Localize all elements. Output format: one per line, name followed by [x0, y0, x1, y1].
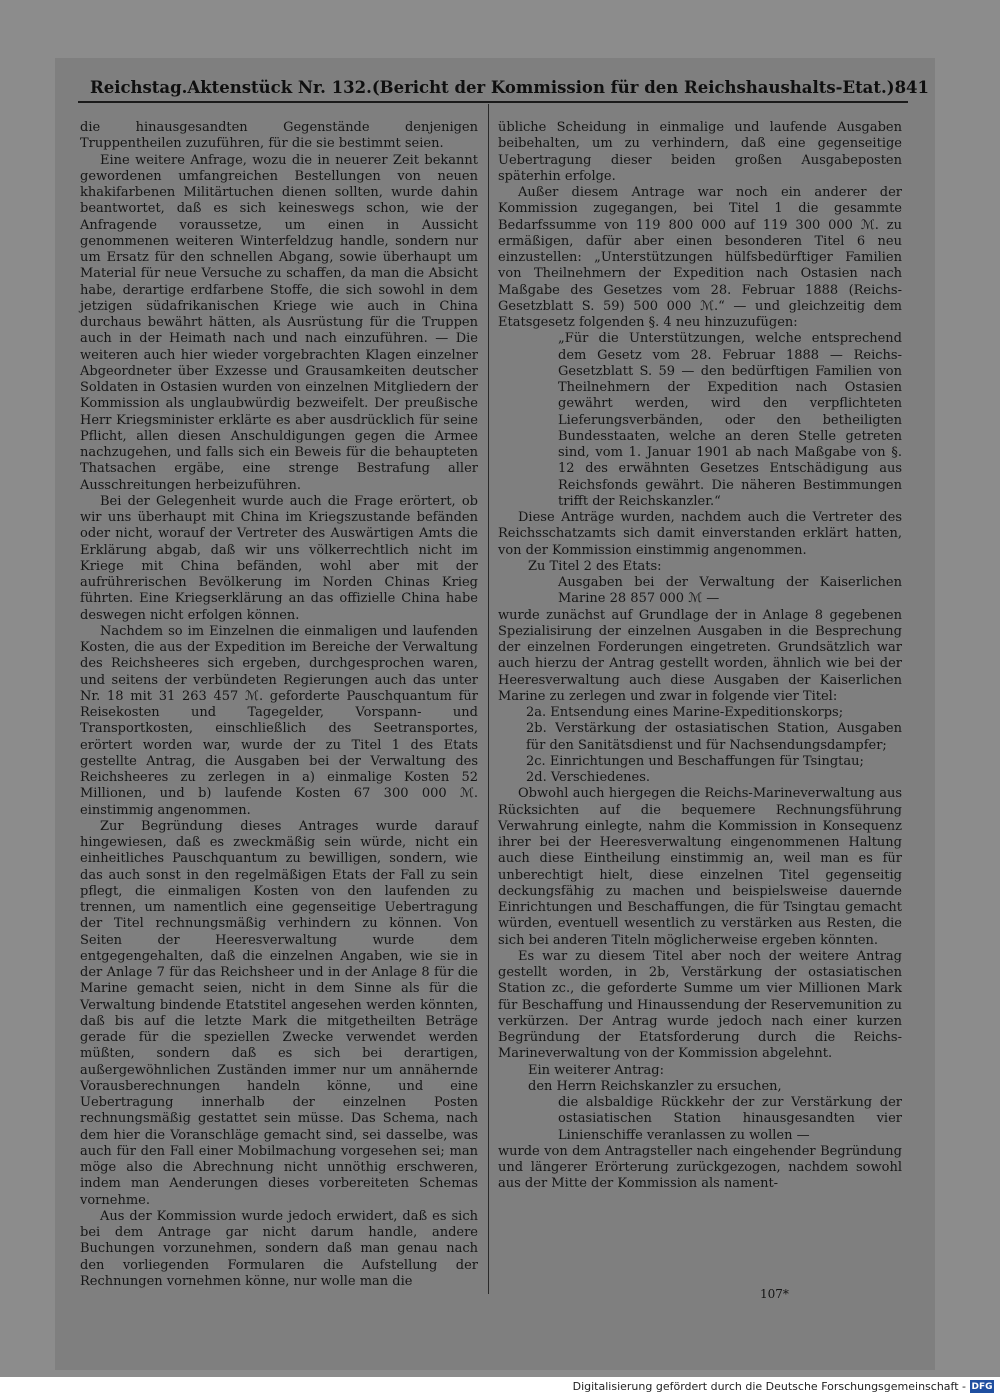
paragraph: Obwohl auch hiergegen die Reichs-Marineverwaltung aus Rücksichten auf die bequemere Rechnungsführung Verwahrung einlegte, nahm die Kommission in Konsequenz ihrer bei der Heeresverwaltung eingenommenen Haltung auch diese Eintheilung einstimmig an, weil man es für unberechtigt hielt, diese einzelnen Titel gegenseitig deckungsfähig zu machen und beispielsweise dauernde Einrichtungen und Beschaffungen, die für Tsingtau gemacht würden, eventuell wesentlich zu verstärken aus Resten, die sich bei anderen Titeln möglicherweise ergeben könnten. [498, 786, 902, 948]
paragraph: 2c. Einrichtungen und Beschaffungen für Tsingtau; [526, 753, 864, 769]
paragraph: Zu Titel 2 des Etats: [528, 558, 662, 574]
right-column [498, 120, 902, 1193]
paragraph: Außer diesem Antrage war noch ein anderer der Kommission zugegangen, bei Titel 1 die gesammte Bedarfssumme von 119 800 000 auf 119 300 000 ℳ. zu ermäßigen, dafür aber einen besonderen Titel 6 neu einzustellen: „Unterstützungen hülfsbedürftiger Familien von Theilnehmern der Expedition nach Ostasien nach Maßgabe des Gesetzes vom 28. Februar 1888 (Reichs-Gesetzblatt S. 59) 500 000 ℳ.“ — und gleichzeitig dem Etatsgesetz folgenden §. 4 neu hinzuzufügen: [498, 185, 902, 330]
footer-text: Digitalisierung gefördert durch die Deutsche Forschungsgemeinschaft - [572, 1380, 966, 1393]
page-header [90, 74, 930, 100]
paragraph: 2d. Verschiedenes. [526, 770, 651, 785]
left-column [80, 120, 478, 1290]
paragraph: Eine weitere Anfrage, wozu die in neuerer Zeit bekannt gewordenen umfangreichen Bestellungen von neuen khakifarbenen Militärtuchen dienen sollten, wurde dahin beantwortet, daß es sich keineswegs schon, wie der Anfragende voraussetze, um einen in Aussicht genommenen weiteren Winterfeldzug handle, sondern nur um Ersatz für den schnellen Abgang, sowie überhaupt um Material für neue Versuche zu schaffen, da man die Absicht habe, derartige erdfarbene Stoffe, die sich sowohl in dem jetzigen südafrikanischen Kriege wie auch in China durchaus bewährt hätten, als Ausrüstung für die Truppen auch in der Heimath nach und nach einzuführen. — Die weiteren auch hier wieder vorgebrachten Klagen einzelner Abgeordneter über Exzesse und Grausamkeiten deutscher Soldaten in Ostasien wurden von einzelnen Mitgliedern der Kommission als unglaubwürdig bezweifelt. Der preußische Herr Kriegsminister erklärte es aber ausdrücklich für seine Pflicht, allen diesen Anschuldigungen gegen die Armee nachzugehen, und falls sich ein Beweis für die behaupteten Thatsachen ergäbe, eine strenge Bestrafung aller Ausschreitungen herbeizuführen. [80, 152, 478, 493]
paragraph: Es war zu diesem Titel aber noch der weitere Antrag gestellt worden, in 2b, Verstärkung der ostasiatischen Station zc., die geforderte Summe um vier Millionen Mark für Beschaffung und Hinaussendung der Reservemunition zu verkürzen. Der Antrag wurde jedoch nach einer kurzen Begründung der Etatsforderung durch die Reichs-Marineverwaltung von der Kommission abgelehnt. [498, 948, 902, 1062]
header-left: Reichstag. [90, 77, 188, 97]
page-number: 841 [894, 77, 930, 97]
paragraph: Ein weiterer Antrag: [528, 1062, 664, 1078]
paragraph: Zur Begründung dieses Antrages wurde darauf hingewiesen, daß es zweckmäßig sein würde, nicht ein einheitliches Pauschquantum zu bewilligen, sondern, wie das auch sonst in den regelmäßigen Etats der Fall zu sein pflegt, die einmaligen Kosten von den laufenden zu trennen, um namentlich eine gegenseitige Uebertragung der Titel rechnungsmäßig verhindern zu können. Von Seiten der Heeresverwaltung wurde dem entgegengehalten, daß die einzelnen Angaben, wie sie in der Anlage 7 für das Reichsheer und in der Anlage 8 für die Marine gemacht seien, nicht in dem Sinne als für die Verwaltung bindende Etatstitel angesehen werden könnten, daß bis auf die letzte Mark die mitgetheilten Beträge gerade für die speziellen Zwecke verwendet werden müßten, sondern daß es sich bei derartigen, außergewöhnlichen Zuständen immer nur um annähernde Vorausberechnungen handeln könne, und eine Uebertragung innerhalb der einzelnen Posten rechnungsmäßig gestattet sein müsse. Das Schema, nach dem hier die Voranschläge gemacht sind, sei dasselbe, was auch für den Fall einer Mobilmachung vorgesehen sei; man möge also die Abrechnung nicht unnöthig erschweren, indem man Aenderungen dieses vorbereiteten Schemas vornehme. [80, 818, 478, 1208]
footer-bar [0, 1377, 1000, 1397]
paragraph: „Für die Unterstützungen, welche entsprechend dem Gesetz vom 28. Februar 1888 — Reichs-Gesetzblatt S. 59 — den bedürftigen Familien von Theilnehmern der Expedition nach Ostasien gewährt werden, wird den verpflichteten Lieferungsverbänden, oder den betheiligten Bundesstaaten, welche an deren Stelle getreten sind, vom 1. Januar 1901 ab nach Maßgabe von §. 12 des erwähnten Gesetzes Entschädigung aus Reichsfonds gewährt. Die näheren Bestimmungen trifft der Reichskanzler.“ [558, 331, 902, 509]
paragraph: 2b. Verstärkung der ostasiatischen Station, Ausgaben für den Sanitätsdienst und für Nachsendungsdampfer; [526, 721, 902, 753]
paragraph: die hinausgesandten Gegenstände denjenigen Truppentheilen zuzuführen, für die sie bestimmt seien. [80, 120, 478, 152]
paragraph: den Herrn Reichskanzler zu ersuchen, [528, 1078, 782, 1094]
header-title: (Bericht der Kommission für den Reichshaushalts-Etat.) [371, 77, 895, 97]
paragraph: die alsbaldige Rückkehr der zur Verstärkung der ostasiatischen Station hinausgesandten vier Linienschiffe veranlassen zu wollen — [558, 1095, 902, 1143]
column-divider [488, 104, 489, 1294]
signature-mark: 107* [760, 1287, 789, 1301]
paragraph: wurde zunächst auf Grundlage der in Anlage 8 gegebenen Spezialisirung der einzelnen Ausgaben in die Besprechung der einzelnen Forderungen eingetreten. Grundsätzlich war auch hierzu der Antrag gestellt worden, ähnlich wie bei der Heeresverwaltung auch diese Ausgaben der Kaiserlichen Marine zu zerlegen und zwar in folgende vier Titel: [498, 607, 902, 704]
dfg-logo-icon: DFG [971, 1381, 993, 1392]
paragraph: Diese Anträge wurden, nachdem auch die Vertreter des Reichsschatzamts sich damit einverstanden erklärt hatten, von der Kommission einstimmig angenommen. [498, 510, 902, 558]
paragraph: übliche Scheidung in einmalige und laufende Ausgaben beibehalten, um zu verhindern, daß eine gegenseitige Uebertragung dieser beiden großen Ausgabeposten späterhin erfolge. [498, 120, 902, 184]
header-rule [78, 101, 908, 103]
paragraph: Nachdem so im Einzelnen die einmaligen und laufenden Kosten, die aus der Expedition im Bereiche der Verwaltung des Reichsheeres sich ergeben, durchgesprochen waren, und seitens der verbündeten Regierungen auch das unter Nr. 18 mit 31 263 457 ℳ. geforderte Pauschquantum für Reisekosten und Tagegelder, Vorspann- und Transportkosten, einschließlich des Seetransportes, erörtert worden war, wurde der zu Titel 1 des Etats gestellte Antrag, die Ausgaben bei der Verwaltung des Reichsheeres zu zerlegen in a) einmalige Kosten 52 Millionen, und b) laufende Kosten 67 300 000 ℳ. einstimmig angenommen. [80, 623, 478, 818]
paragraph: Ausgaben bei der Verwaltung der Kaiserlichen Marine 28 857 000 ℳ — [558, 575, 902, 607]
paragraph: Bei der Gelegenheit wurde auch die Frage erörtert, ob wir uns überhaupt mit China im Kriegszustande befänden oder nicht, worauf der Vertreter des Auswärtigen Amts die Erklärung abgab, daß wir uns völkerrechtlich nicht im Kriege mit China befänden, wohl aber mit der aufrührerischen Bevölkerung im Norden Chinas Krieg führten. Eine Kriegserklärung an das offizielle China habe deswegen nicht erfolgen können. [80, 493, 478, 623]
paragraph: 2a. Entsendung eines Marine-Expeditionskorps; [526, 705, 844, 720]
paragraph: wurde von dem Antragsteller nach eingehender Begründung und längerer Erörterung zurückgezogen, nachdem sowohl aus der Mitte der Kommission als nament- [498, 1143, 902, 1192]
paragraph: Aus der Kommission wurde jedoch erwidert, daß es sich bei dem Antrage gar nicht darum handle, andere Buchungen vorzunehmen, sondern daß man genau nach den vorliegenden Formularen die Aufstellung der Rechnungen vornehmen könne, nur wolle man die [80, 1208, 478, 1289]
header-center: Aktenstück Nr. 132. [187, 77, 372, 97]
